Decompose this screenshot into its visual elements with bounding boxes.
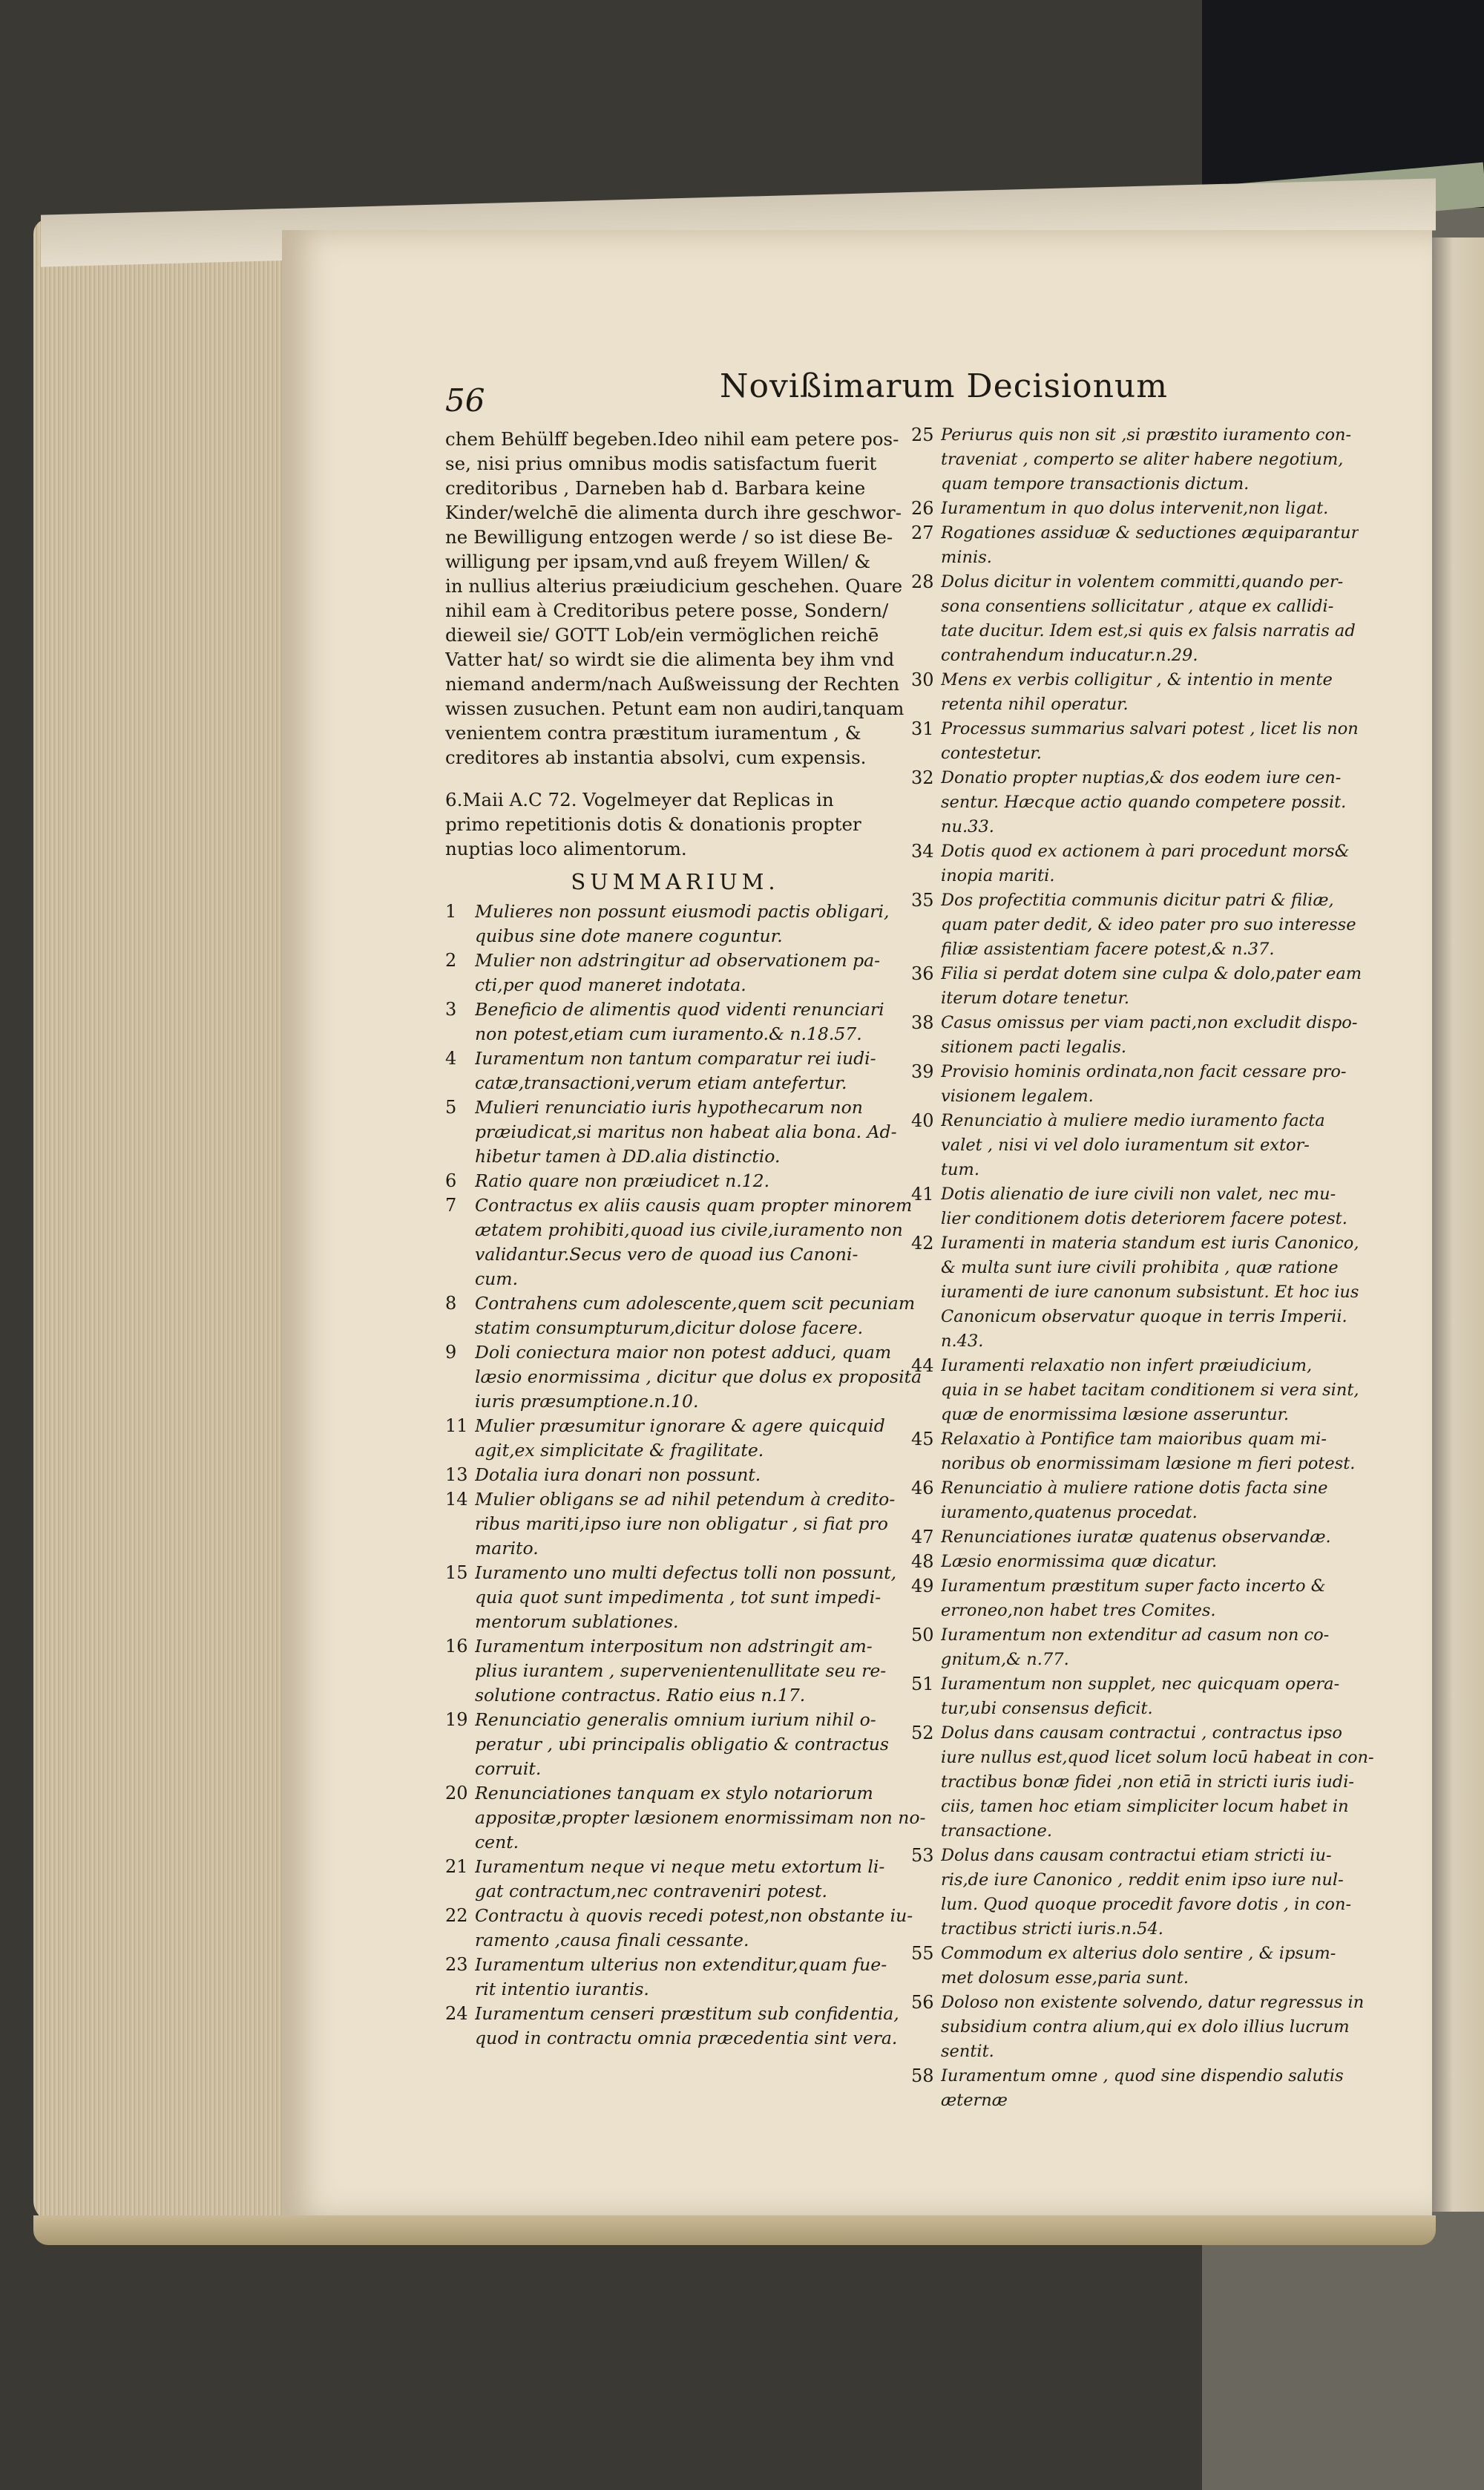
text-line: niemand anderm/nach Außweissung der Rechten bbox=[445, 673, 900, 695]
entry-number: 42 bbox=[911, 1233, 934, 1254]
entry-line: quibus sine dote manere coguntur. bbox=[475, 925, 783, 946]
entry-text bbox=[475, 997, 905, 1046]
entry-text bbox=[941, 1011, 1357, 1060]
entry-line: Iuramentum non tantum comparatur rei iudi- bbox=[475, 1048, 876, 1069]
book-page-edges bbox=[33, 219, 304, 2223]
summary-entry bbox=[445, 1634, 905, 1708]
entry-line: Renunciationes iuratæ quatenus observandæ. bbox=[941, 1527, 1331, 1547]
summary-entry bbox=[911, 1109, 1342, 1182]
entry-line: sona consentiens sollicitatur , atque ex callidi- bbox=[941, 597, 1334, 616]
entry-number: 39 bbox=[911, 1061, 934, 1082]
entry-number: 51 bbox=[911, 1674, 934, 1694]
entry-text bbox=[941, 717, 1359, 766]
text-line: in nullius alterius præiudicium geschehen. Quare bbox=[445, 575, 903, 597]
entry-line: Dolus dans causam contractui , contractus ipso bbox=[941, 1723, 1342, 1743]
summary-entry bbox=[911, 497, 1342, 521]
entry-text bbox=[475, 1463, 905, 1487]
entry-line: Mulier præsumitur ignorare & agere quicquid bbox=[475, 1415, 885, 1436]
summary-entry bbox=[445, 1781, 926, 1855]
entry-line: Iuramento uno multi defectus tolli non possunt, bbox=[475, 1562, 897, 1583]
entry-text bbox=[941, 497, 1342, 521]
entry-text bbox=[475, 1708, 905, 1781]
text-line: creditoribus , Darneben hab d. Barbara keine bbox=[445, 477, 866, 499]
entry-line: tur,ubi consensus deficit. bbox=[941, 1699, 1153, 1718]
entry-line: ris,de iure Canonico , reddit enim ipso iure nul- bbox=[941, 1870, 1344, 1890]
entry-text bbox=[475, 949, 905, 997]
entry-number: 27 bbox=[911, 522, 934, 543]
summary-entry bbox=[445, 949, 905, 997]
entry-number: 8 bbox=[445, 1293, 457, 1314]
entry-text bbox=[941, 1844, 1351, 1942]
entry-line: Iuramentum ulterius non extenditur,quam fue- bbox=[475, 1954, 887, 1975]
entry-text bbox=[475, 1904, 913, 1953]
entry-text bbox=[941, 839, 1350, 888]
entry-number: 1 bbox=[445, 901, 457, 922]
entry-text bbox=[941, 1942, 1342, 1991]
entry-line: iuramento,quatenus procedat. bbox=[941, 1503, 1198, 1522]
page-number: 56 bbox=[445, 382, 485, 419]
entry-text bbox=[941, 1476, 1342, 1525]
entry-line: Dotis alienatio de iure civili non valet, nec mu- bbox=[941, 1185, 1336, 1204]
entry-line: ætatem prohibiti,quoad ius civile,iuramento non bbox=[475, 1219, 903, 1240]
entry-line: cti,per quod maneret indotata. bbox=[475, 974, 746, 995]
text-line: willigung per ipsam,vnd auß freyem Willen/ & bbox=[445, 551, 871, 572]
entry-line: Iuramentum in quo dolus intervenit,non ligat. bbox=[941, 499, 1329, 518]
entry-line: Relaxatio à Pontifice tam maioribus quam mi- bbox=[941, 1429, 1327, 1449]
entry-line: Donatio propter nuptias,& dos eodem iure cen- bbox=[941, 768, 1342, 787]
entry-number: 4 bbox=[445, 1048, 457, 1069]
entry-text bbox=[475, 1855, 905, 1904]
text-line: ne Bewilligung entzogen werde / so ist diese Be- bbox=[445, 526, 893, 548]
entry-text bbox=[475, 1193, 912, 1291]
entry-text bbox=[475, 1169, 905, 1193]
entry-number: 7 bbox=[445, 1195, 457, 1216]
summary-entry bbox=[911, 1011, 1358, 1060]
entry-line: Periurus quis non sit ,si præstito iuramento con- bbox=[941, 425, 1352, 445]
text-line: venientem contra præstitum iuramentum , & bbox=[445, 722, 861, 744]
entry-number: 32 bbox=[911, 767, 934, 788]
entry-line: Dotalia iura donari non possunt. bbox=[475, 1464, 761, 1485]
summary-entry bbox=[445, 1561, 905, 1634]
entry-line: quam tempore transactionis dictum. bbox=[941, 474, 1250, 494]
entry-text bbox=[475, 1046, 905, 1095]
entry-line: Beneficio de alimentis quod videnti renunciari bbox=[475, 999, 884, 1020]
entry-line: Iuramentum neque vi neque metu extortum li- bbox=[475, 1856, 885, 1877]
entry-text bbox=[475, 1414, 905, 1463]
summary-entry bbox=[911, 570, 1356, 668]
summary-entry bbox=[911, 1427, 1356, 1476]
entry-line: tractibus bonæ fidei ,non etiā in stricti iuris iudi- bbox=[941, 1772, 1355, 1792]
entry-line: retenta nihil operatur. bbox=[941, 695, 1129, 714]
entry-line: Iuramenti relaxatio non infert præiudicium, bbox=[941, 1356, 1313, 1375]
text-line: Kinder/welchē die alimenta durch ihre geschwor- bbox=[445, 502, 902, 523]
entry-line: Mulier non adstringitur ad observationem pa- bbox=[475, 950, 881, 971]
entry-line: n.43. bbox=[941, 1331, 984, 1351]
text-line: dieweil sie/ GOTT Lob/ein vermöglichen reichē bbox=[445, 624, 879, 646]
entry-text bbox=[475, 1095, 905, 1169]
text-line: wissen zusuchen. Petunt eam non audiri,tanquam bbox=[445, 698, 904, 719]
entry-line: Mens ex verbis colligitur , & intentio in mente bbox=[941, 670, 1333, 689]
entry-line: sentur. Hæcque actio quando competere possit. bbox=[941, 793, 1347, 812]
entry-text bbox=[941, 766, 1346, 839]
summary-entry bbox=[911, 962, 1362, 1011]
entry-line: Iuramentum non extenditur ad casum non co- bbox=[941, 1625, 1330, 1645]
summary-entry bbox=[445, 1487, 905, 1561]
entry-number: 34 bbox=[911, 841, 934, 862]
entry-text bbox=[475, 1561, 905, 1634]
entry-text bbox=[941, 1060, 1347, 1109]
entry-line: Iuramentum censeri præstitum sub confidentia, bbox=[475, 2003, 899, 2024]
entry-number: 21 bbox=[445, 1856, 468, 1877]
summary-entry bbox=[911, 423, 1352, 497]
entry-line: Rogationes assiduæ & seductiones æquiparantur bbox=[941, 523, 1359, 543]
entry-text bbox=[941, 2064, 1344, 2113]
summary-entry bbox=[445, 1095, 905, 1169]
entry-number: 20 bbox=[445, 1783, 468, 1803]
summary-entry bbox=[445, 997, 905, 1046]
entry-line: Iuramentum interpositum non adstringit am- bbox=[475, 1636, 873, 1657]
entry-line: Iuramentum non supplet, nec quicquam opera- bbox=[941, 1674, 1340, 1694]
entry-line: Filia si perdat dotem sine culpa & dolo,pater eam bbox=[941, 964, 1362, 983]
entry-number: 46 bbox=[911, 1478, 934, 1498]
entry-number: 31 bbox=[911, 718, 934, 739]
entry-line: Dolus dans causam contractui etiam stricti iu- bbox=[941, 1846, 1332, 1865]
summary-entry bbox=[911, 1060, 1347, 1109]
summary-entry bbox=[911, 1991, 1365, 2064]
summarium-heading: SUMMARIUM. bbox=[571, 869, 780, 894]
entry-number: 40 bbox=[911, 1110, 934, 1131]
entry-line: valet , nisi vi vel dolo iuramentum sit extor- bbox=[941, 1136, 1310, 1155]
entry-line: rit intentio iurantis. bbox=[475, 1979, 649, 1999]
entry-line: Læsio enormissima quæ dicatur. bbox=[941, 1552, 1218, 1571]
summary-entry bbox=[911, 717, 1359, 766]
entry-line: Renunciationes tanquam ex stylo notariorum bbox=[475, 1783, 873, 1803]
entry-number: 15 bbox=[445, 1562, 468, 1583]
summary-entry bbox=[445, 2002, 905, 2051]
entry-text bbox=[941, 1991, 1364, 2064]
entry-number: 38 bbox=[911, 1012, 934, 1033]
entry-number: 11 bbox=[445, 1415, 468, 1436]
entry-text bbox=[941, 1231, 1359, 1354]
summary-entry bbox=[911, 1354, 1359, 1427]
entry-line: validantur.Secus vero de quoad ius Canoni- bbox=[475, 1244, 858, 1265]
entry-text bbox=[941, 1574, 1342, 1623]
entry-text bbox=[941, 1525, 1342, 1550]
entry-line: Mulier obligans se ad nihil petendum à credito- bbox=[475, 1489, 896, 1510]
entry-line: contrahendum inducatur.n.29. bbox=[941, 646, 1198, 665]
entry-line: Doloso non existente solvendo, datur regressus in bbox=[941, 1993, 1365, 2012]
summary-entry bbox=[445, 1193, 913, 1291]
entry-line: minis. bbox=[941, 548, 992, 567]
entry-line: Casus omissus per viam pacti,non excludit dispo- bbox=[941, 1013, 1358, 1032]
entry-line: Iuramenti in materia standum est iuris Canonico, bbox=[941, 1233, 1359, 1253]
entry-number: 56 bbox=[911, 1992, 934, 2013]
entry-text bbox=[475, 1291, 915, 1340]
entry-line: Mulieres non possunt eiusmodi pactis obligari, bbox=[475, 901, 890, 922]
entry-line: Dolus dicitur in volentem committi,quando per- bbox=[941, 572, 1344, 592]
entry-text bbox=[475, 1953, 905, 2002]
entry-line: noribus ob enormissimam læsione m fieri potest. bbox=[941, 1454, 1356, 1473]
summary-entry bbox=[911, 2064, 1342, 2113]
summary-entry bbox=[445, 1414, 905, 1463]
entry-line: filiæ assistentiam facere potest,& n.37. bbox=[941, 940, 1275, 959]
entry-line: Provisio hominis ordinata,non facit cessare pro- bbox=[941, 1062, 1347, 1081]
entry-line: Commodum ex alterius dolo sentire , & ipsum- bbox=[941, 1944, 1336, 1963]
entry-number: 45 bbox=[911, 1429, 934, 1449]
entry-line: lum. Quod quoque procedit favore dotis , in con- bbox=[941, 1895, 1352, 1914]
entry-text bbox=[475, 900, 905, 949]
left-prose-2 bbox=[445, 787, 905, 861]
entry-number: 16 bbox=[445, 1636, 468, 1657]
entry-line: iterum dotare tenetur. bbox=[941, 989, 1130, 1008]
entry-text bbox=[941, 570, 1356, 668]
entry-line: quam pater dedit, & ideo pater pro suo interesse bbox=[941, 915, 1356, 934]
right-column bbox=[911, 423, 1374, 2113]
summary-entry bbox=[911, 668, 1342, 717]
summary-entry bbox=[445, 1169, 905, 1193]
entry-number: 44 bbox=[911, 1355, 934, 1376]
entry-line: agit,ex simplicitate & fragilitate. bbox=[475, 1440, 764, 1461]
entry-line: catæ,transactioni,verum etiam antefertur. bbox=[475, 1072, 847, 1093]
entry-line: plius iurantem , supervenientenullitate seu re- bbox=[475, 1660, 887, 1681]
entry-line: Renunciatio à muliere medio iuramento facta bbox=[941, 1111, 1325, 1130]
entry-number: 23 bbox=[445, 1954, 468, 1975]
summary-entry bbox=[445, 1340, 922, 1414]
entry-line: læsio enormissima , dicitur que dolus ex proposita bbox=[475, 1366, 922, 1387]
summary-entry bbox=[911, 1721, 1374, 1844]
summary-entry bbox=[445, 1953, 905, 2002]
entry-text bbox=[941, 1182, 1347, 1231]
entry-number: 26 bbox=[911, 498, 934, 519]
entry-line: non potest,etiam cum iuramento.& n.18.57. bbox=[475, 1023, 862, 1044]
entry-text bbox=[475, 1634, 905, 1708]
entry-text bbox=[475, 2002, 905, 2051]
entry-line: tum. bbox=[941, 1160, 980, 1179]
entry-number: 36 bbox=[911, 963, 934, 984]
entry-number: 14 bbox=[445, 1489, 468, 1510]
entry-text bbox=[941, 1109, 1342, 1182]
entry-line: præiudicat,si maritus non habeat alia bona. Ad- bbox=[475, 1121, 897, 1142]
entry-number: 2 bbox=[445, 950, 457, 971]
entry-line: iuris præsumptione.n.10. bbox=[475, 1391, 699, 1412]
entry-text bbox=[475, 1487, 905, 1561]
summary-entry bbox=[911, 1844, 1352, 1942]
entry-text bbox=[475, 1781, 926, 1855]
entry-number: 58 bbox=[911, 2065, 934, 2086]
entry-line: iure nullus est,quod licet solum locū habeat in con- bbox=[941, 1748, 1374, 1767]
entry-number: 50 bbox=[911, 1625, 934, 1645]
entry-line: appositæ,propter læsionem enormissimam non no- bbox=[475, 1807, 926, 1828]
entry-line: Mulieri renunciatio iuris hypothecarum non bbox=[475, 1097, 863, 1118]
entry-line: & multa sunt iure civili prohibita , quæ ratione bbox=[941, 1258, 1339, 1277]
entry-number: 9 bbox=[445, 1342, 457, 1363]
entry-number: 49 bbox=[911, 1576, 934, 1596]
entry-line: subsidium contra alium,qui ex dolo illius lucrum bbox=[941, 2017, 1350, 2037]
entry-line: Ratio quare non præiudicet n.12. bbox=[475, 1170, 770, 1191]
summary-list-right bbox=[911, 423, 1374, 2113]
entry-number: 28 bbox=[911, 571, 934, 592]
summary-entry bbox=[445, 1904, 913, 1953]
book-bottom-edge bbox=[33, 2215, 1436, 2245]
entry-line: tractibus stricti iuris.n.54. bbox=[941, 1919, 1163, 1939]
entry-number: 52 bbox=[911, 1723, 934, 1743]
entry-text bbox=[941, 1354, 1359, 1427]
summary-entry bbox=[911, 1476, 1342, 1525]
entry-line: ciis, tamen hoc etiam simpliciter locum habet in bbox=[941, 1797, 1349, 1816]
entry-line: Contrahens cum adolescente,quem scit pecuniam bbox=[475, 1293, 916, 1314]
summary-entry bbox=[445, 1463, 905, 1487]
left-prose bbox=[445, 427, 905, 770]
entry-number: 5 bbox=[445, 1097, 457, 1118]
entry-number: 25 bbox=[911, 425, 934, 445]
entry-line: corruit. bbox=[475, 1758, 542, 1779]
entry-text bbox=[941, 521, 1359, 570]
summary-entry bbox=[911, 1550, 1342, 1574]
entry-line: æternæ bbox=[941, 2091, 1008, 2110]
text-line: primo repetitionis dotis & donationis propter bbox=[445, 813, 861, 835]
entry-line: Contractu à quovis recedi potest,non obstante iu- bbox=[475, 1905, 913, 1926]
summary-entry bbox=[911, 1942, 1342, 1991]
entry-line: gat contractum,nec contraveniri potest. bbox=[475, 1881, 827, 1901]
entry-number: 55 bbox=[911, 1943, 934, 1964]
summary-entry bbox=[911, 839, 1350, 888]
facing-page-edge bbox=[1432, 237, 1484, 2212]
entry-line: quæ de enormissima læsione asseruntur. bbox=[941, 1405, 1290, 1424]
summary-entry bbox=[911, 1182, 1347, 1231]
running-head: Novißimarum Decisionum bbox=[720, 367, 1168, 405]
entry-line: Renunciatio generalis omnium iurium nihil o- bbox=[475, 1709, 876, 1730]
text-line: nuptias loco alimentorum. bbox=[445, 838, 687, 859]
text-line: creditores ab instantia absolvi, cum expensis. bbox=[445, 747, 867, 768]
summary-entry bbox=[911, 888, 1356, 962]
entry-text bbox=[941, 962, 1362, 1011]
entry-line: quod in contractu omnia præcedentia sint vera. bbox=[475, 2028, 898, 2048]
entry-text bbox=[941, 1427, 1355, 1476]
entry-line: Iuramentum omne , quod sine dispendio salutis bbox=[941, 2066, 1344, 2086]
entry-line: Contractus ex aliis causis quam propter minorem bbox=[475, 1195, 913, 1216]
entry-number: 48 bbox=[911, 1551, 934, 1572]
entry-line: nu.33. bbox=[941, 817, 994, 836]
summary-entry bbox=[911, 1525, 1342, 1550]
entry-line: peratur , ubi principalis obligatio & contractus bbox=[475, 1734, 889, 1755]
entry-number: 3 bbox=[445, 999, 457, 1020]
entry-line: Processus summarius salvari potest , licet lis non bbox=[941, 719, 1359, 738]
entry-text bbox=[941, 888, 1356, 962]
summary-entry bbox=[445, 1708, 905, 1781]
entry-number: 35 bbox=[911, 890, 934, 911]
entry-number: 24 bbox=[445, 2003, 468, 2024]
summary-entry bbox=[445, 1291, 916, 1340]
entry-line: traveniat , comperto se aliter habere negotium, bbox=[941, 450, 1344, 469]
entry-line: hibetur tamen à DD.alia distinctio. bbox=[475, 1146, 781, 1167]
entry-line: quia in se habet tacitam conditionem si vera sint, bbox=[941, 1380, 1359, 1400]
summary-entry bbox=[911, 1672, 1342, 1721]
entry-line: erroneo,non habet tres Comites. bbox=[941, 1601, 1216, 1620]
summary-entry bbox=[445, 1046, 905, 1095]
entry-line: visionem legalem. bbox=[941, 1087, 1094, 1106]
entry-line: sitionem pacti legalis. bbox=[941, 1038, 1127, 1057]
entry-text bbox=[941, 668, 1342, 717]
entry-line: gnitum,& n.77. bbox=[941, 1650, 1069, 1669]
entry-line: quia quot sunt impedimenta , tot sunt impedi- bbox=[475, 1587, 881, 1608]
entry-text bbox=[941, 423, 1351, 497]
entry-line: Dotis quod ex actionem à pari procedunt mors& bbox=[941, 842, 1350, 861]
entry-number: 47 bbox=[911, 1527, 934, 1547]
entry-line: transactione. bbox=[941, 1821, 1053, 1841]
entry-text bbox=[475, 1340, 922, 1414]
entry-line: lier conditionem dotis deteriorem facere potest. bbox=[941, 1209, 1347, 1228]
entry-line: met dolosum esse,paria sunt. bbox=[941, 1968, 1189, 1988]
entry-line: cum. bbox=[475, 1268, 519, 1289]
text-line: chem Behülff begeben.Ideo nihil eam petere pos- bbox=[445, 428, 899, 450]
text-line: 6.Maii A.C 72. Vogelmeyer dat Replicas in bbox=[445, 789, 834, 810]
text-line: nihil eam à Creditoribus petere posse, Sondern/ bbox=[445, 600, 889, 621]
entry-line: Renunciatio à muliere ratione dotis facta sine bbox=[941, 1478, 1328, 1498]
entry-text bbox=[941, 1672, 1342, 1721]
summary-entry bbox=[911, 1574, 1342, 1623]
entry-number: 22 bbox=[445, 1905, 468, 1926]
entry-text bbox=[941, 1623, 1342, 1672]
entry-number: 53 bbox=[911, 1845, 934, 1866]
summary-entry bbox=[911, 1231, 1359, 1354]
text-line: se, nisi prius omnibus modis satisfactum fuerit bbox=[445, 453, 877, 474]
entry-line: iuramenti de iure canonum subsistunt. Et hoc ius bbox=[941, 1282, 1359, 1302]
entry-number: 30 bbox=[911, 669, 934, 690]
summary-entry bbox=[445, 900, 905, 949]
entry-number: 13 bbox=[445, 1464, 468, 1485]
entry-line: Dos profectitia communis dicitur patri & filiæ, bbox=[941, 891, 1334, 910]
entry-line: ramento ,causa finali cessante. bbox=[475, 1930, 749, 1950]
entry-text bbox=[941, 1550, 1342, 1574]
entry-line: ribus mariti,ipso iure non obligatur , si fiat pro bbox=[475, 1513, 888, 1534]
entry-line: marito. bbox=[475, 1538, 539, 1559]
entry-line: Iuramentum præstitum super facto incerto & bbox=[941, 1576, 1326, 1596]
entry-line: tate ducitur. Idem est,si quis ex falsis narratis ad bbox=[941, 621, 1356, 640]
summary-entry bbox=[445, 1855, 905, 1904]
summary-entry bbox=[911, 1623, 1342, 1672]
summary-entry bbox=[911, 521, 1359, 570]
entry-line: sentit. bbox=[941, 2042, 994, 2061]
entry-line: statim consumpturum,dicitur dolose facere. bbox=[475, 1317, 864, 1338]
entry-line: inopia mariti. bbox=[941, 866, 1055, 885]
entry-number: 6 bbox=[445, 1170, 457, 1191]
entry-text bbox=[941, 1721, 1374, 1844]
entry-line: cent. bbox=[475, 1832, 519, 1852]
entry-number: 19 bbox=[445, 1709, 468, 1730]
entry-number: 41 bbox=[911, 1184, 934, 1205]
entry-line: Canonicum observatur quoque in terris Imperii. bbox=[941, 1307, 1347, 1326]
summary-entry bbox=[911, 766, 1347, 839]
entry-line: Doli coniectura maior non potest adduci, quam bbox=[475, 1342, 892, 1363]
entry-line: solutione contractus. Ratio eius n.17. bbox=[475, 1685, 806, 1706]
entry-line: mentorum sublationes. bbox=[475, 1611, 679, 1632]
text-line: Vatter hat/ so wirdt sie die alimenta bey ihm vnd bbox=[445, 649, 895, 670]
entry-line: contestetur. bbox=[941, 744, 1042, 763]
